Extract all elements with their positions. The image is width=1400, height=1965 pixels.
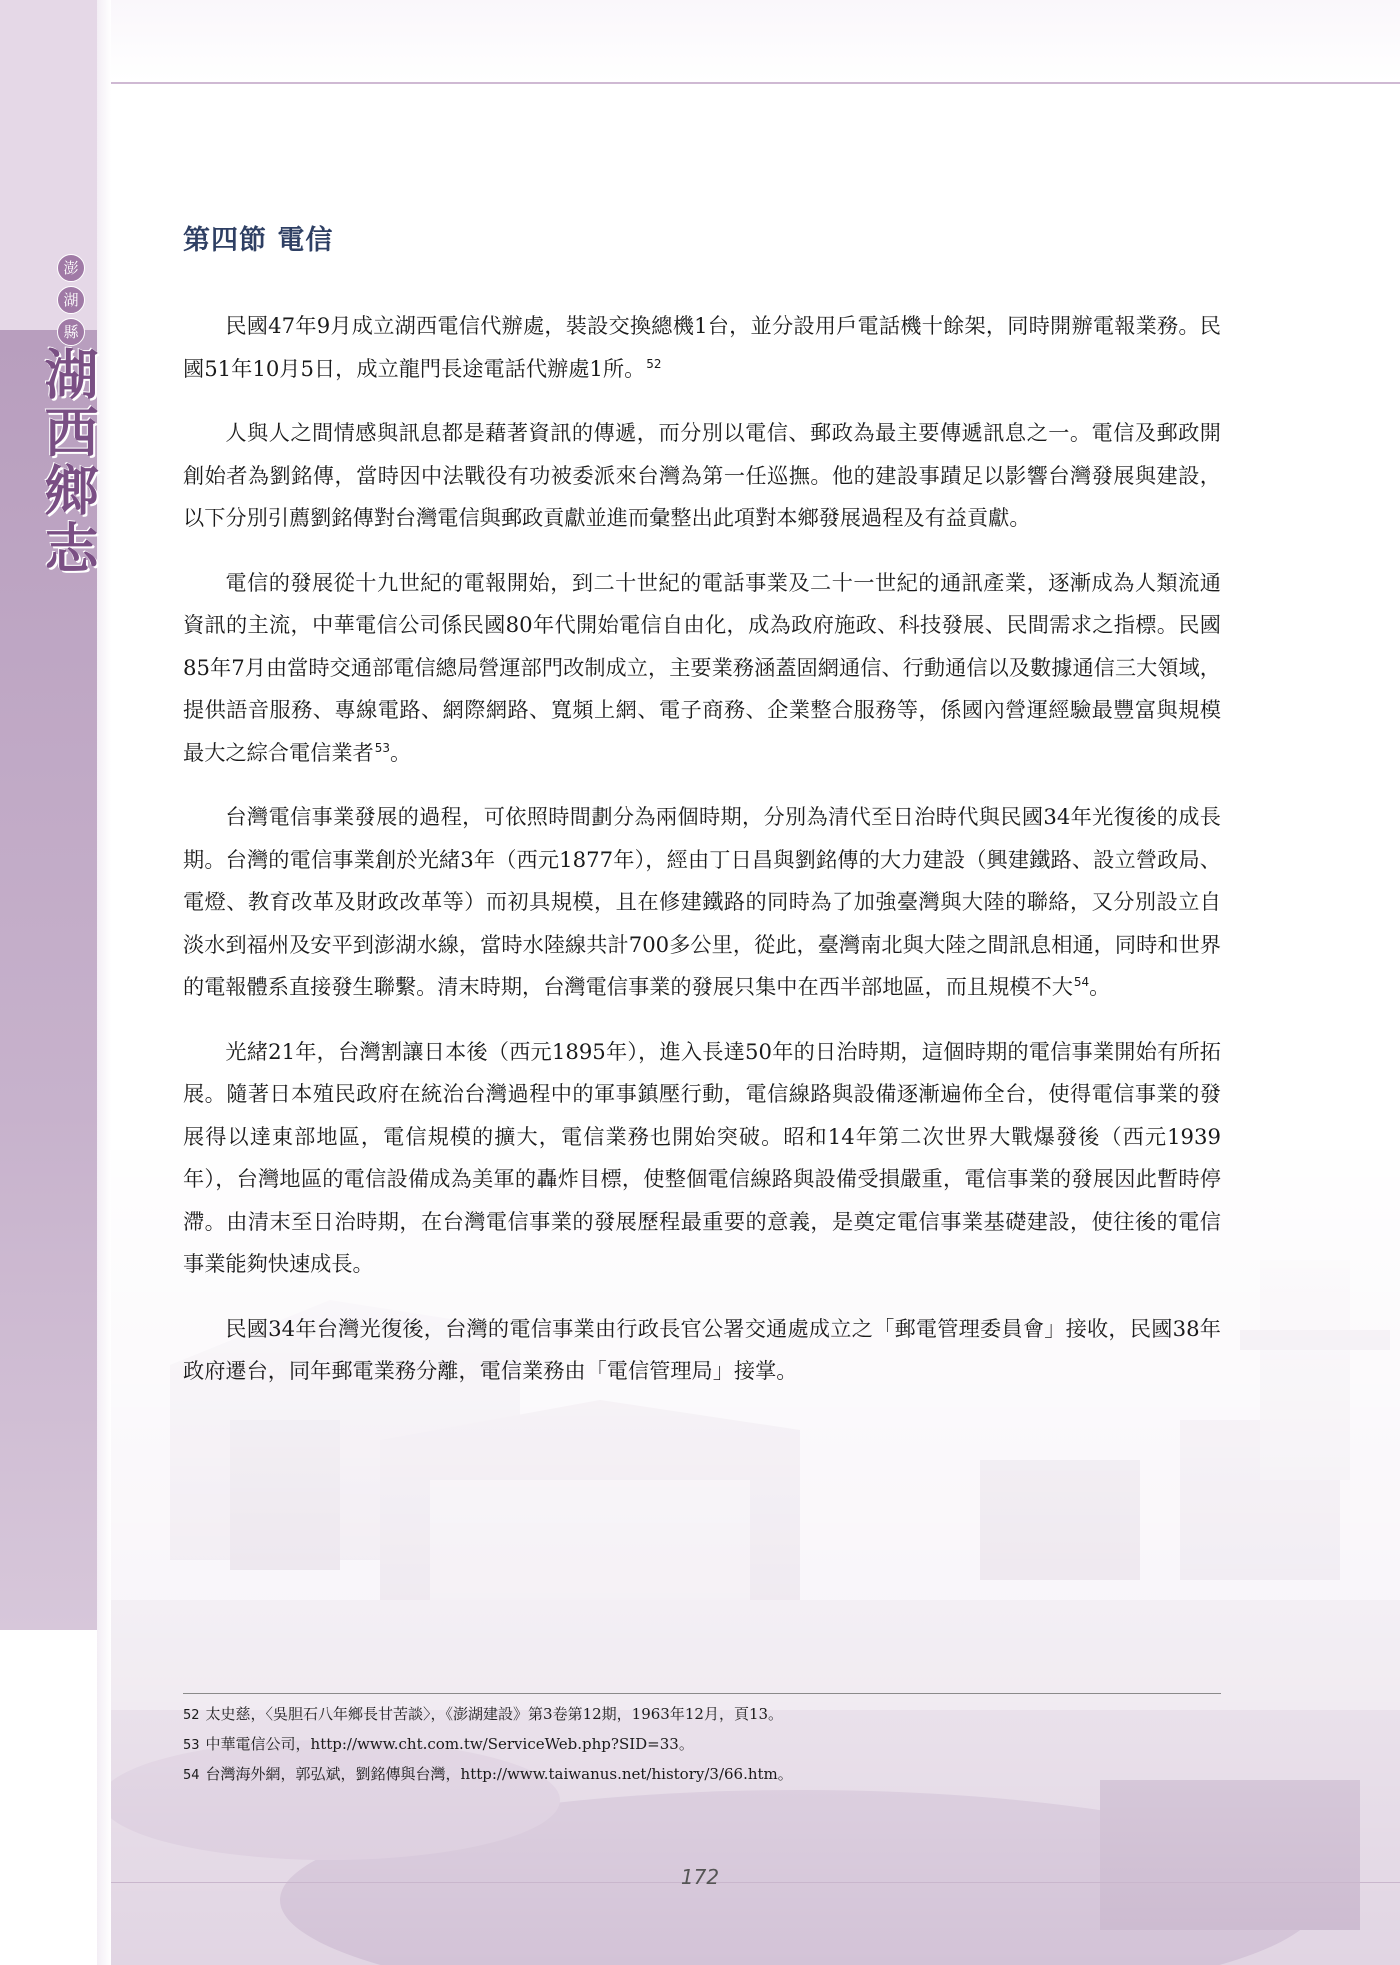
footnote: 54 台灣海外網，郭弘斌，劉銘傳與台灣，http://www.taiwanus.net/history/3/66.htm。 — [183, 1765, 793, 1783]
paragraph: 民國47年9月成立湖西電信代辦處，裝設交換總機1台，並分設用戶電話機十餘架，同時開辦電報業務。民國51年10月5日，成立龍門長途電話代辦處1所。$^{52}$ — [183, 313, 1221, 381]
paragraph: 光緒21年，台灣割讓日本後（西元1895年），進入長達50年的日治時期，這個時期的電信事業開始有所拓展。隨著日本殖民政府在統治台灣過程中的軍事鎮壓行動，電信線路與設備逐漸遍佈全台，使得電信事業的發展得以達東部地區，電信規模的擴大，電信業務也開始突破。昭和14年第二次世界大戰爆發後（西元1939年），台灣地區的電信設備成為美軍的轟炸目標，使整個電信線路與設備受損嚴重，電信事業的發展因此暫時停滯。由清末至日治時期，在台灣電信事業的發展歷程最重要的意義，是奠定電信事業基礎建設，使往後的電信事業能夠快速成長。 — [183, 1038, 1221, 1276]
paragraph: 人與人之間情感與訊息都是藉著資訊的傳遞，而分別以電信、郵政為最主要傳遞訊息之一。電信及郵政開創始者為劉銘傳，當時因中法戰役有功被委派來台灣為第一任巡撫。他的建設事蹟足以影響台灣發展與建設，以下分別引薦劉銘傳對台灣電信與郵政貢獻並進而彙整出此項對本鄉發展過程及有益貢獻。 — [183, 420, 1221, 530]
footnote: 53 中華電信公司，http://www.cht.com.tw/ServiceWeb.php?SID=33。 — [183, 1735, 694, 1753]
body-text — [183, 305, 1221, 1415]
book-title-vertical: 湖西鄉志 — [36, 346, 100, 578]
header-band — [111, 0, 1400, 82]
page-number: 172 — [680, 1865, 720, 1889]
county-badge: 湖 — [57, 286, 85, 314]
county-badge-group — [57, 254, 87, 350]
footnotes — [183, 1700, 1221, 1790]
paragraph: 台灣電信事業發展的過程，可依照時間劃分為兩個時期，分別為清代至日治時代與民國34年光復後的成長期。台灣的電信事業創於光緒3年（西元1877年），經由丁日昌與劉銘傳的大力建設（興建鐵路、設立營政局、電燈、教育改革及財政改革等）而初具規模，且在修建鐵路的同時為了加強臺灣與大陸的聯絡，又分別設立自淡水到福州及安平到澎湖水線，當時水陸線共計700多公里，從此，臺灣南北與大陸之間訊息相通，同時和世界的電報體系直接發生聯繫。清末時期，台灣電信事業的發展只集中在西半部地區，而且規模不大$^{54}$。 — [183, 804, 1221, 999]
footnote-divider — [183, 1693, 1221, 1694]
section-title: 第四節 電信 — [183, 225, 334, 256]
paragraph: 民國34年台灣光復後，台灣的電信事業由行政長官公署交通處成立之「郵電管理委員會」接收，民國38年政府遷台，同年郵電業務分離，電信業務由「電信管理局」接掌。 — [183, 1315, 1221, 1383]
sidebar-edge — [97, 0, 111, 1965]
footnote-ref: 54 — [1073, 975, 1090, 989]
county-badge: 縣 — [57, 318, 85, 346]
paragraph: 電信的發展從十九世紀的電報開始，到二十世紀的電話事業及二十一世紀的通訊產業，逐漸成為人類流通資訊的主流，中華電信公司係民國80年代開始電信自由化，成為政府施政、科技發展、民間需求之指標。民國85年7月由當時交通部電信總局營運部門改制成立，主要業務涵蓋固網通信、行動通信以及數據通信三大領域，提供語音服務、專線電路、網際網路、寬頻上網、電子商務、企業整合服務等，係國內營運經驗最豐富與規模最大之綜合電信業者$^{53}$。 — [183, 569, 1221, 765]
county-badge: 澎 — [57, 254, 85, 282]
footnote-ref: 52 — [646, 356, 662, 371]
header-rule — [111, 82, 1400, 84]
footnote: 52 太史慈，〈吳胆石八年鄉長甘苦談〉，《澎湖建設》第3卷第12期，1963年12月，頁13。 — [183, 1705, 784, 1723]
footnote-ref: 53 — [374, 740, 390, 755]
